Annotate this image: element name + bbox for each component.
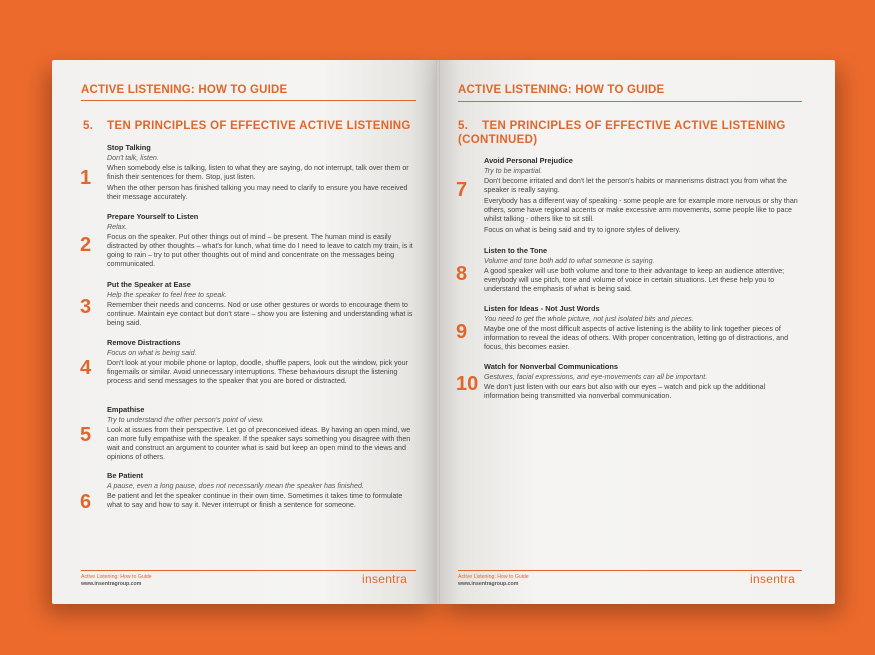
principle-subtitle: Try to be impartial. xyxy=(484,167,543,175)
principle-subtitle: Help the speaker to feel free to speak. xyxy=(107,291,227,299)
principle-title: Empathise xyxy=(107,405,145,414)
principle-text: Be patient and let the speaker continue in their own time. Sometimes it takes time to formulate what to say and how to say it. Never interrupt or finish a sentence for someone. xyxy=(107,492,403,509)
footer-title: Active Listening: How to Guide xyxy=(81,574,152,580)
principle-subtitle: Gestures, facial expressions, and eye-movements can all be important. xyxy=(484,373,708,381)
principle-text: Everybody has a different way of speaking - some people are for example more nervous or shy than others, some have regional accents or make excessive arm movements, some people like to pace whilst talking - others like to sit still. xyxy=(484,197,798,223)
principle-subtitle: Relax. xyxy=(107,223,128,231)
section-title-line: (CONTINUED) xyxy=(458,134,538,146)
section-title-line: 5. TEN PRINCIPLES OF EFFECTIVE ACTIVE LISTENING xyxy=(458,120,786,132)
principle-number: 10 xyxy=(456,373,479,395)
principle-number: 2 xyxy=(80,234,92,256)
principle-title: Stop Talking xyxy=(107,143,151,152)
principle-title: Be Patient xyxy=(107,471,144,480)
principle-number: 3 xyxy=(80,296,92,318)
principle-subtitle: Volume and tone both add to what someone is saying. xyxy=(484,257,655,265)
principle-title: Remove Distractions xyxy=(107,338,181,347)
principle-title: Listen to the Tone xyxy=(484,246,548,255)
principle-number: 8 xyxy=(456,263,468,285)
principle-text: When the other person has finished talking you may need to clarify to ensure you have received their message accurately. xyxy=(107,184,408,201)
principle-number: 5 xyxy=(80,424,92,446)
footer xyxy=(458,574,529,587)
principle-subtitle: Don't talk, listen. xyxy=(107,154,159,162)
principle-text: We don't just listen with our ears but also with our eyes – watch and pick up the additional information being transmitted via nonverbal communication. xyxy=(484,383,766,400)
footer-rule xyxy=(458,570,802,571)
footer xyxy=(81,574,152,587)
page-header: ACTIVE LISTENING: HOW TO GUIDE xyxy=(458,84,665,96)
footer-url: www.insentragroup.com xyxy=(81,580,142,587)
principle-subtitle: A pause, even a long pause, does not necessarily mean the speaker has finished. xyxy=(107,482,364,490)
principle-subtitle: You need to get the whole picture, not just isolated bits and pieces. xyxy=(484,315,694,323)
footer-rule xyxy=(81,570,416,571)
insentra-logo: insentra xyxy=(750,572,796,586)
principle-title: Put the Speaker at Ease xyxy=(107,280,191,289)
header-rule xyxy=(458,101,802,102)
principle-title: Avoid Personal Prejudice xyxy=(484,156,573,165)
principle-text: A good speaker will use both volume and tone to their advantage to keep an audience attentive; everybody will use pitch, tone and volume of voice in certain situations. Let these help you to understand the emphasis of what is being said. xyxy=(484,267,785,293)
footer-url: www.insentragroup.com xyxy=(458,580,519,587)
header-rule xyxy=(81,100,416,101)
principle-title: Prepare Yourself to Listen xyxy=(107,212,199,221)
principle-text: Don't become irritated and don't let the person's habits or mannerisms distract you from what the speaker is really saying. xyxy=(484,177,787,194)
principle-title: Watch for Nonverbal Communications xyxy=(484,362,619,371)
principle-text: Focus on the speaker. Put other things out of mind – be present. The human mind is easily distracted by other thoughts – what's for lunch, what time do I need to leave to catch my train, is it going to rain – try to put other thoughts out of mind and concentrate on the messages being communicated. xyxy=(107,233,413,268)
principle-text: Remember their needs and concerns. Nod or use other gestures or words to encourage them to continue. Maintain eye contact but don't stare – show you are listening and understanding what is being said. xyxy=(107,301,413,327)
principle-subtitle: Focus on what is being said. xyxy=(107,349,197,357)
principle-text: Focus on what is being said and try to ignore styles of delivery. xyxy=(484,226,681,234)
section-title xyxy=(458,119,803,147)
insentra-logo: insentra xyxy=(362,572,408,586)
principle-number: 7 xyxy=(456,179,468,201)
principle-number: 1 xyxy=(80,167,92,189)
principle-text: Look at issues from their perspective. Let go of preconceived ideas. By having an open mind, we can more fully empathise with the speaker. If the speaker says something you disagree with then wait and construct an argument to counter what is said but keep an open mind to the views and opinions of others. xyxy=(107,426,411,461)
principle-text: Don't look at your mobile phone or laptop, doodle, shuffle papers, look out the window, pick your fingernails or similar. Avoid unnecessary interruptions. These behaviours disrupt the listening process and send messages to the speaker that you are bored or distracted. xyxy=(107,359,408,385)
left-page xyxy=(52,60,438,604)
principle-text: When somebody else is talking, listen to what they are saying, do not interrupt, talk over them or finish their sentences for them. Stop, just listen. xyxy=(107,164,409,181)
section-title: 5. TEN PRINCIPLES OF EFFECTIVE ACTIVE LISTENING xyxy=(83,120,411,132)
book-spine xyxy=(436,60,440,604)
principle-number: 4 xyxy=(80,357,92,379)
principle-number: 6 xyxy=(80,491,92,513)
principle-title: Listen for Ideas - Not Just Words xyxy=(484,304,600,313)
principle-text: Maybe one of the most difficult aspects of active listening is the ability to link together pieces of information to reveal the ideas of others. With proper concentration, letting go of distractions, and focus, this becomes easier. xyxy=(484,325,789,351)
principle-number: 9 xyxy=(456,321,468,343)
footer-title: Active Listening: How to Guide xyxy=(458,574,529,580)
page-header: ACTIVE LISTENING: HOW TO GUIDE xyxy=(81,84,288,96)
principle-subtitle: Try to understand the other person's point of view. xyxy=(107,416,264,424)
